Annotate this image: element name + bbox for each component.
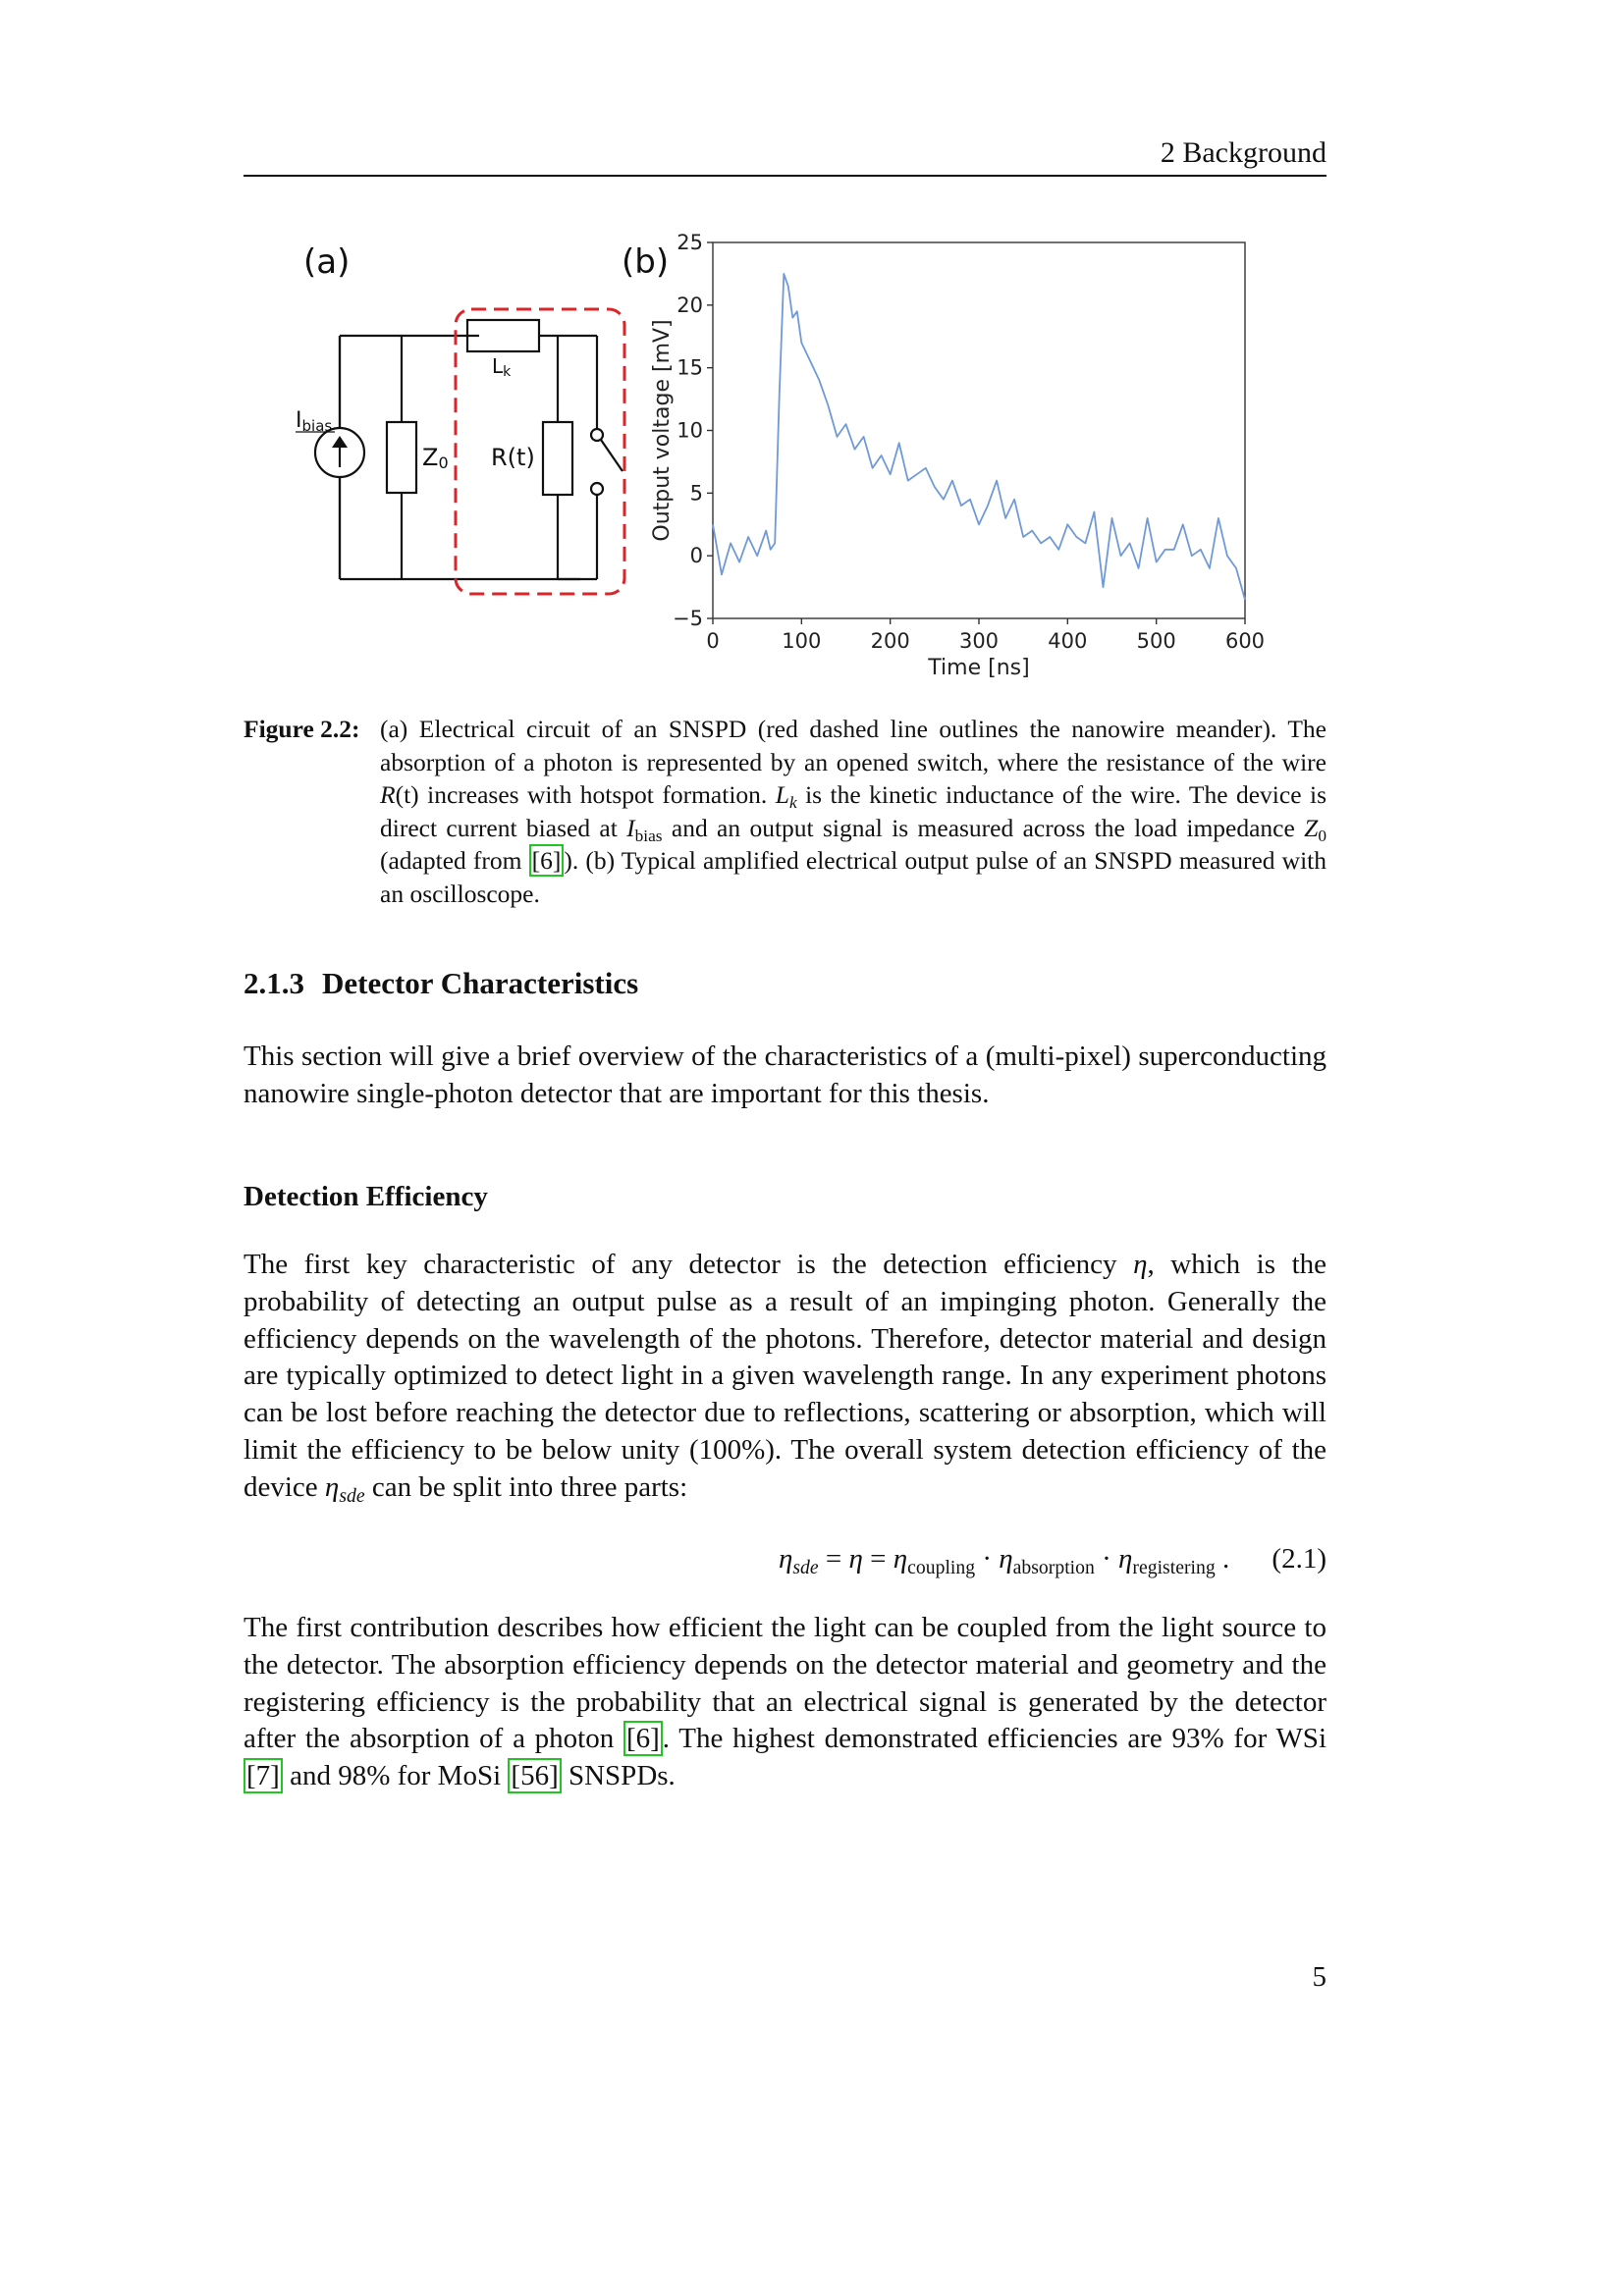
- x-tick-label: 0: [706, 629, 720, 653]
- y-tick-label: 5: [689, 481, 703, 506]
- equation-body: $\eta_{sde} = \eta = \eta_{coupling} \cdot \eta_{absorption} \cdot \eta_{registering}$ .: [779, 1543, 1230, 1578]
- inductance-label: Lk: [492, 354, 512, 380]
- x-tick-label: 300: [958, 629, 1000, 653]
- y-axis-label: Output voltage [mV]: [650, 319, 675, 542]
- citation-link[interactable]: [56]: [508, 1758, 561, 1793]
- impedance-label: Z0: [422, 444, 449, 472]
- x-tick-label: 400: [1048, 629, 1088, 653]
- y-tick-label: 25: [677, 231, 703, 254]
- series-line: [713, 274, 1245, 600]
- equation-2-1: [244, 1543, 1326, 1582]
- y-tick-label: 15: [677, 355, 703, 380]
- subsection-heading: Detection Efficiency: [244, 1181, 488, 1212]
- x-axis-label: Time [ns]: [928, 656, 1030, 680]
- y-tick-label: 0: [689, 544, 703, 568]
- x-tick-label: 200: [870, 629, 910, 653]
- figure-2-2: [244, 226, 1326, 697]
- x-tick-label: 100: [782, 629, 822, 653]
- impedance-element: [387, 422, 416, 493]
- x-tick-label: 500: [1136, 629, 1176, 653]
- panel-a-label: (a): [303, 242, 351, 282]
- circuit-diagram: [296, 242, 624, 594]
- plot-frame: [713, 242, 1245, 618]
- citation-link[interactable]: [6]: [529, 844, 565, 877]
- figure-caption: [244, 713, 1326, 910]
- bias-label: Ibias: [296, 408, 333, 435]
- header-rule: [244, 175, 1326, 177]
- contribution-paragraph: The first contribution describes how efficient the light can be coupled from the light source to the detector. The absorption efficiency depends on the detector material and geometry and the registering efficiency is the probability that an electrical signal is generated by the detector after the absorption of a photon [6] . The highest demonstrated efficiencies are 93% for WSi [7] and 98% for MoSi [56] SNSPDs.: [244, 1612, 1326, 1792]
- page-number: 5: [1312, 1961, 1326, 1993]
- running-head: 2 Background: [1160, 136, 1326, 169]
- panel-b-label: (b): [622, 242, 670, 282]
- caption-text: (a) Electrical circuit of an SNSPD (red dashed line outlines the nanowire meander). The absorption of a photon is represented by an opened switch, where the resistance of the wire R(t) increases with hotspot formation. $L_k$ is the kinetic inductance of the wire. The device is direct current biased at $I_{bias}$ and an output signal is measured across the load impedance $Z_0$ (adapted from [6] ). (b) Typical amplified electrical output pulse of an SNSPD measured with an oscilloscope.: [380, 715, 1326, 908]
- output-pulse-chart: [650, 231, 1265, 680]
- efficiency-paragraph: The first key characteristic of any detector is the detection efficiency η, which is the probability of detecting an output pulse as a result of an impinging photon. Generally the efficiency depends on the wavelength of the photons. Therefore, detector material and design are typically optimized to detect light in a given wavelength range. In any experiment photons can be lost before reaching the detector due to reflections, scattering or absorption, which will limit the efficiency to be below unity (100%). The overall system detection efficiency of the device $\eta_{sde}$ can be split into three parts:: [244, 1249, 1326, 1507]
- y-tick-label: 10: [677, 418, 703, 443]
- y-tick-label: 20: [677, 293, 703, 317]
- x-tick-label: 600: [1224, 629, 1266, 653]
- y-tick-label: −5: [673, 607, 703, 630]
- citation-link[interactable]: [7]: [244, 1758, 283, 1793]
- equation-number: (2.1): [1272, 1543, 1326, 1575]
- citation-link[interactable]: [6]: [623, 1721, 663, 1756]
- resistance-label: R(t): [491, 444, 535, 471]
- intro-paragraph: This section will give a brief overview of the characteristics of a (multi-pixel) superconducting nanowire single-photon detector that are important for this thesis.: [244, 1041, 1326, 1109]
- resistance-element: [543, 422, 572, 495]
- switch-terminal-bottom: [591, 483, 603, 495]
- caption-label: Figure 2.2:: [244, 715, 360, 743]
- switch-terminal-top: [591, 429, 603, 441]
- section-heading: 2.1.3 Detector Characteristics: [244, 966, 639, 1000]
